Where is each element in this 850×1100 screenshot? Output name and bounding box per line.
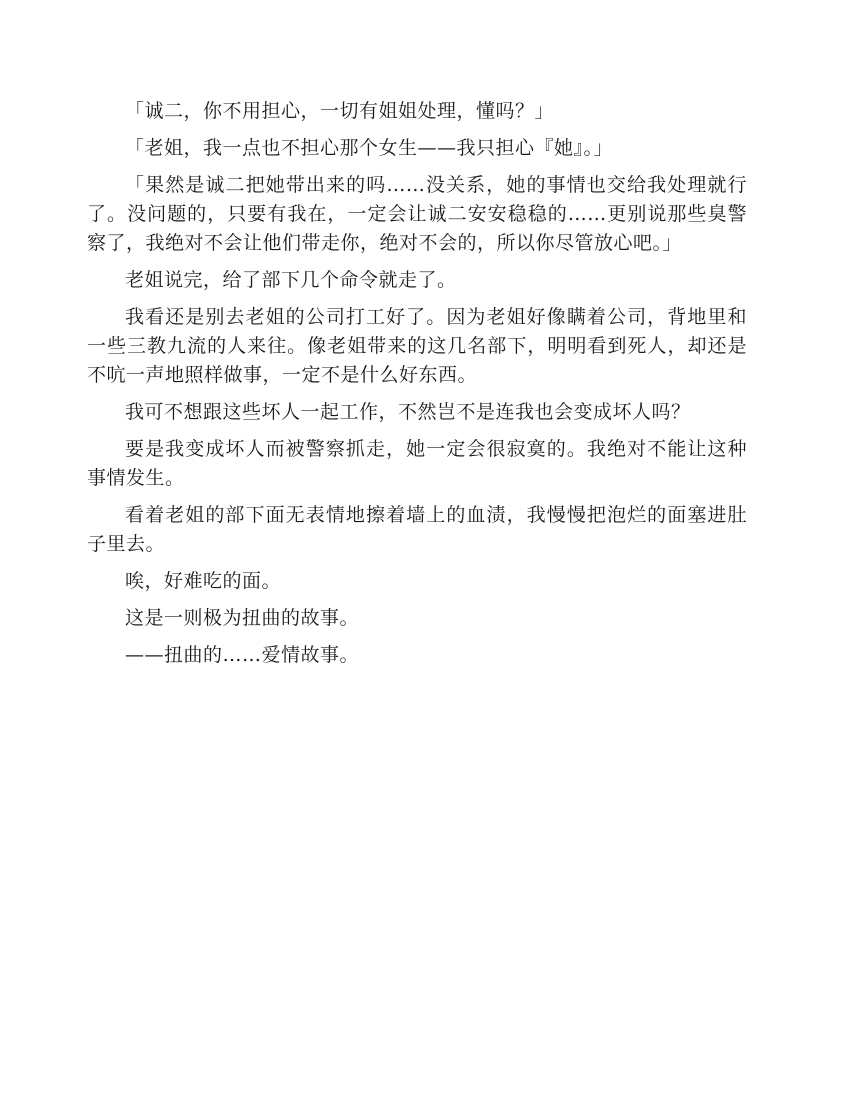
paragraph: 我看还是别去老姐的公司打工好了。因为老姐好像瞒着公司，背地里和一些三教九流的人来往。像老姐带来的这几名部下，明明看到死人，却还是不吭一声地照样做事，一定不是什么好东西。 [87,306,747,386]
paragraph: 唉，好难吃的面。 [125,570,282,592]
paragraph: 「果然是诚二把她带出来的吗……没关系，她的事情也交给我处理就行了。没问题的，只要有我在，一定会让诚二安安稳稳的……更别说那些臭警察了，我绝对不会让他们带走你，绝对不会的，所以你尽管放心吧。」 [87,174,747,254]
paragraph: ——扭曲的……爱情故事。 [125,644,360,666]
paragraph: 这是一则极为扭曲的故事。 [125,607,360,629]
paragraph: 要是我变成坏人而被警察抓走，她一定会很寂寞的。我绝对不能让这种事情发生。 [87,438,747,489]
paragraph: 「老姐，我一点也不担心那个女生——我只担心『她』。」 [125,137,614,159]
paragraph: 老姐说完，给了部下几个命令就走了。 [125,269,457,291]
paragraph: 「诚二，你不用担心，一切有姐姐处理，懂吗？」 [125,100,555,122]
paragraph: 我可不想跟这些坏人一起工作，不然岂不是连我也会变成坏人吗？ [125,401,691,423]
paragraph: 看着老姐的部下面无表情地擦着墙上的血渍，我慢慢把泡烂的面塞进肚子里去。 [87,504,747,555]
document-body [87,97,747,678]
